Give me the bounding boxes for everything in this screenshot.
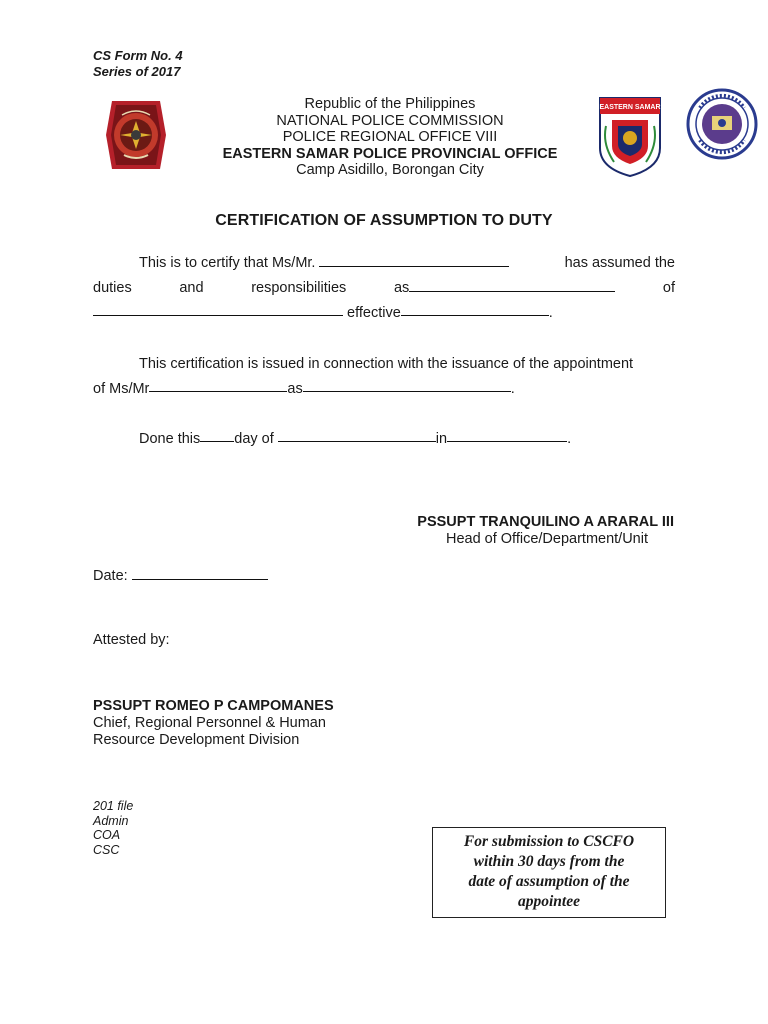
head-of-office-role: Head of Office/Department/Unit xyxy=(445,531,648,547)
position-blank[interactable] xyxy=(409,277,615,292)
in-text: in xyxy=(435,431,448,447)
duties-word: duties xyxy=(93,280,132,296)
certification-paragraph xyxy=(93,251,675,326)
list-item: Admin xyxy=(93,813,129,828)
date-label: Date: xyxy=(93,568,128,584)
office-blank[interactable] xyxy=(93,301,343,316)
done-paragraph xyxy=(93,427,675,452)
form-number-label: CS Form No. 4 xyxy=(93,48,183,63)
pnp-seal-logo xyxy=(104,95,168,175)
day-blank[interactable] xyxy=(200,427,234,442)
period: . xyxy=(510,381,515,397)
head-of-office-signature-block xyxy=(390,514,674,548)
as-text: as xyxy=(287,381,303,397)
list-item: COA xyxy=(93,828,121,842)
and-word: and xyxy=(179,280,204,296)
date-blank[interactable] xyxy=(132,565,268,580)
form-series-label: Series of 2017 xyxy=(93,64,181,79)
assumed-text: has assumed the xyxy=(564,255,675,271)
letterhead-line-address: Camp Asidillo, Borongan City xyxy=(296,162,484,178)
place-blank[interactable] xyxy=(447,427,567,442)
copy-furnished-list xyxy=(93,799,133,857)
attesting-officer-role-line1: Chief, Regional Personnel & Human xyxy=(93,715,326,731)
note-line: within 30 days from the xyxy=(473,853,625,870)
appointee-name-blank[interactable] xyxy=(149,377,287,392)
of-word: of xyxy=(662,280,675,296)
done-this-text: Done this xyxy=(139,431,201,447)
responsibilities-word: responsibilities xyxy=(251,280,347,296)
submission-note-box xyxy=(432,827,666,918)
list-item: CSC xyxy=(93,842,120,857)
letterhead-line-napolcom: NATIONAL POLICE COMMISSION xyxy=(276,112,504,129)
appointment-position-blank[interactable] xyxy=(303,377,511,392)
attested-by-label: Attested by: xyxy=(93,632,170,648)
note-line: For submission to CSCFO xyxy=(463,833,635,850)
letterhead-line-republic: Republic of the Philippines xyxy=(304,96,476,112)
effective-word: effective xyxy=(347,305,401,321)
certify-text: This is to certify that Ms/Mr. xyxy=(139,255,316,271)
issuance-paragraph xyxy=(93,352,675,402)
effective-date-blank[interactable] xyxy=(401,301,549,316)
day-of-text: day of xyxy=(234,431,274,447)
period: . xyxy=(548,305,553,321)
period: . xyxy=(567,431,572,447)
letterhead-line-office: EASTERN SAMAR POLICE PROVINCIAL OFFICE xyxy=(222,145,558,162)
as-word: as xyxy=(393,280,410,296)
document-title: CERTIFICATION OF ASSUMPTION TO DUTY xyxy=(215,212,553,229)
date-field xyxy=(93,565,268,584)
provincial-office-round-seal xyxy=(686,88,758,160)
note-line: date of assumption of the xyxy=(468,873,630,890)
of-msmr-text: of Ms/Mr xyxy=(93,381,150,397)
letterhead-line-region: POLICE REGIONAL OFFICE VIII xyxy=(282,129,498,145)
attesting-officer-name: PSSUPT ROMEO P CAMPOMANES xyxy=(93,698,334,714)
list-item: 201 file xyxy=(93,799,134,813)
shield-label: EASTERN SAMAR xyxy=(599,104,661,111)
letterhead xyxy=(190,96,590,179)
head-of-office-name: PSSUPT TRANQUILINO A ARARAL III xyxy=(417,514,674,530)
issuance-text: This certification is issued in connection with the issuance of the appointment xyxy=(139,356,634,372)
note-line: appointee xyxy=(518,893,580,910)
name-blank[interactable] xyxy=(319,252,509,267)
form-number xyxy=(93,48,183,80)
month-year-blank[interactable] xyxy=(278,427,436,442)
attesting-officer-role-line2: Resource Development Division xyxy=(93,732,300,748)
eastern-samar-shield-logo xyxy=(598,96,662,178)
attesting-officer-signature-block xyxy=(93,698,334,749)
